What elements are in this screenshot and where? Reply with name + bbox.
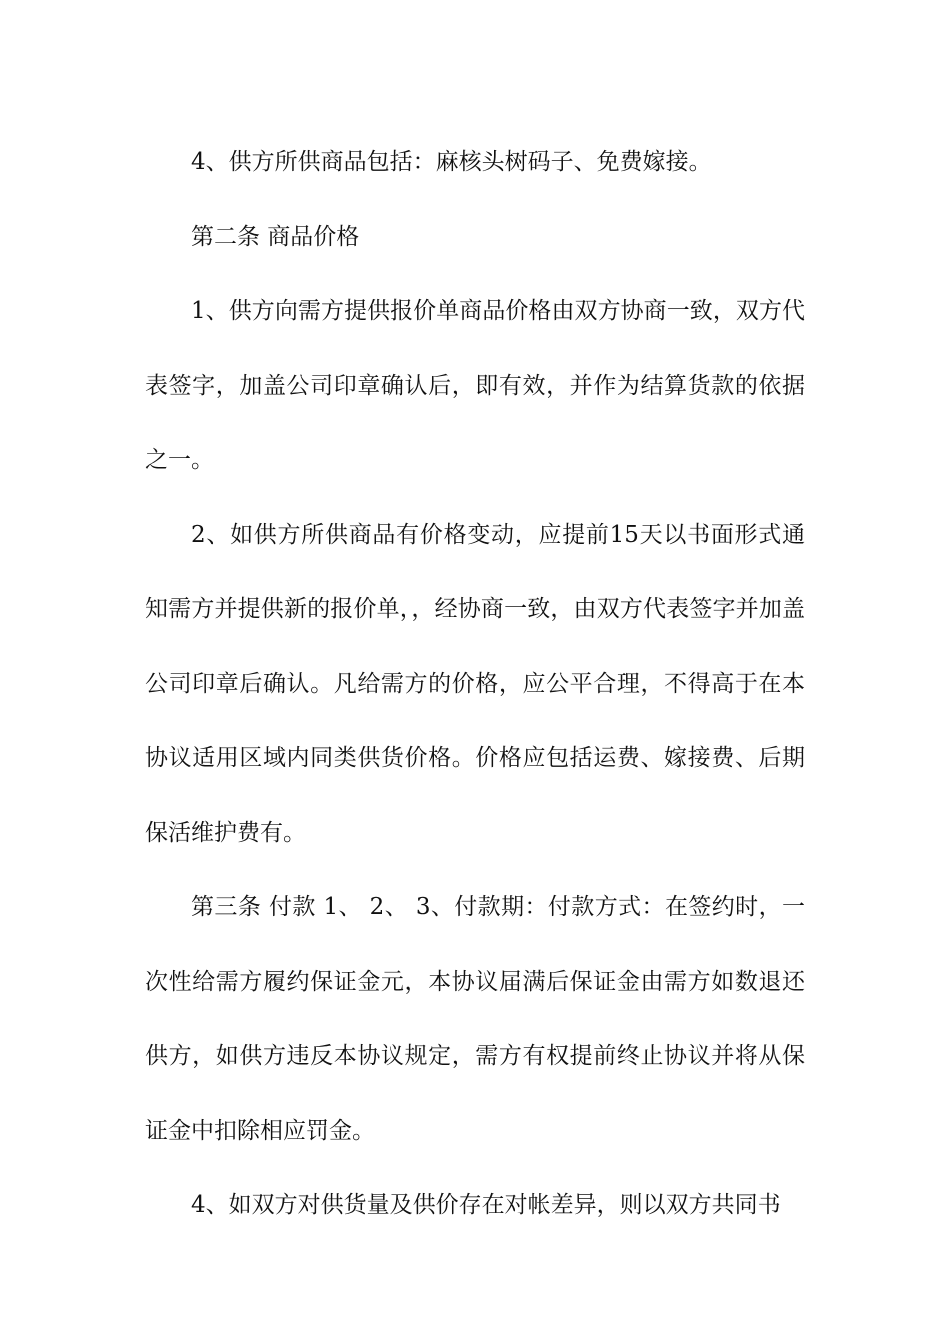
paragraph-payment: 第三条 付款 1、 2、 3、付款期：付款方式：在签约时，一次性给需方履约保证金元，本协议届满后保证金由需方如数退还供方，如供方违反本协议规定，需方有权提前终止协议并将从保证金中扣除相应罚金。 <box>145 894 805 1144</box>
article-2-heading: 第二条 商品价格 <box>191 223 360 250</box>
paragraph-reconciliation: 4、如双方对供货量及供价存在对帐差异，则以双方共同书 <box>191 1192 781 1218</box>
paragraph-price-quotation: 1、供方向需方提供报价单商品价格由双方协商一致，双方代表签字，加盖公司印章确认后，即有效，并作为结算货款的依据之一。 <box>145 298 805 473</box>
paragraph-price-change: 2、如供方所供商品有价格变动，应提前15天以书面形式通知需方并提供新的报价单，，经协商一致，由双方代表签字并加盖公司印章后确认。凡给需方的价格，应公平合理，不得高于在本协议适用区域内同类供货价格。价格应包括运费、嫁接费、后期保活维护费有。 <box>145 521 805 846</box>
paragraph-goods-included: 4、供方所供商品包括：麻核头树码子、免费嫁接。 <box>191 149 712 175</box>
document-body <box>145 125 805 1243</box>
